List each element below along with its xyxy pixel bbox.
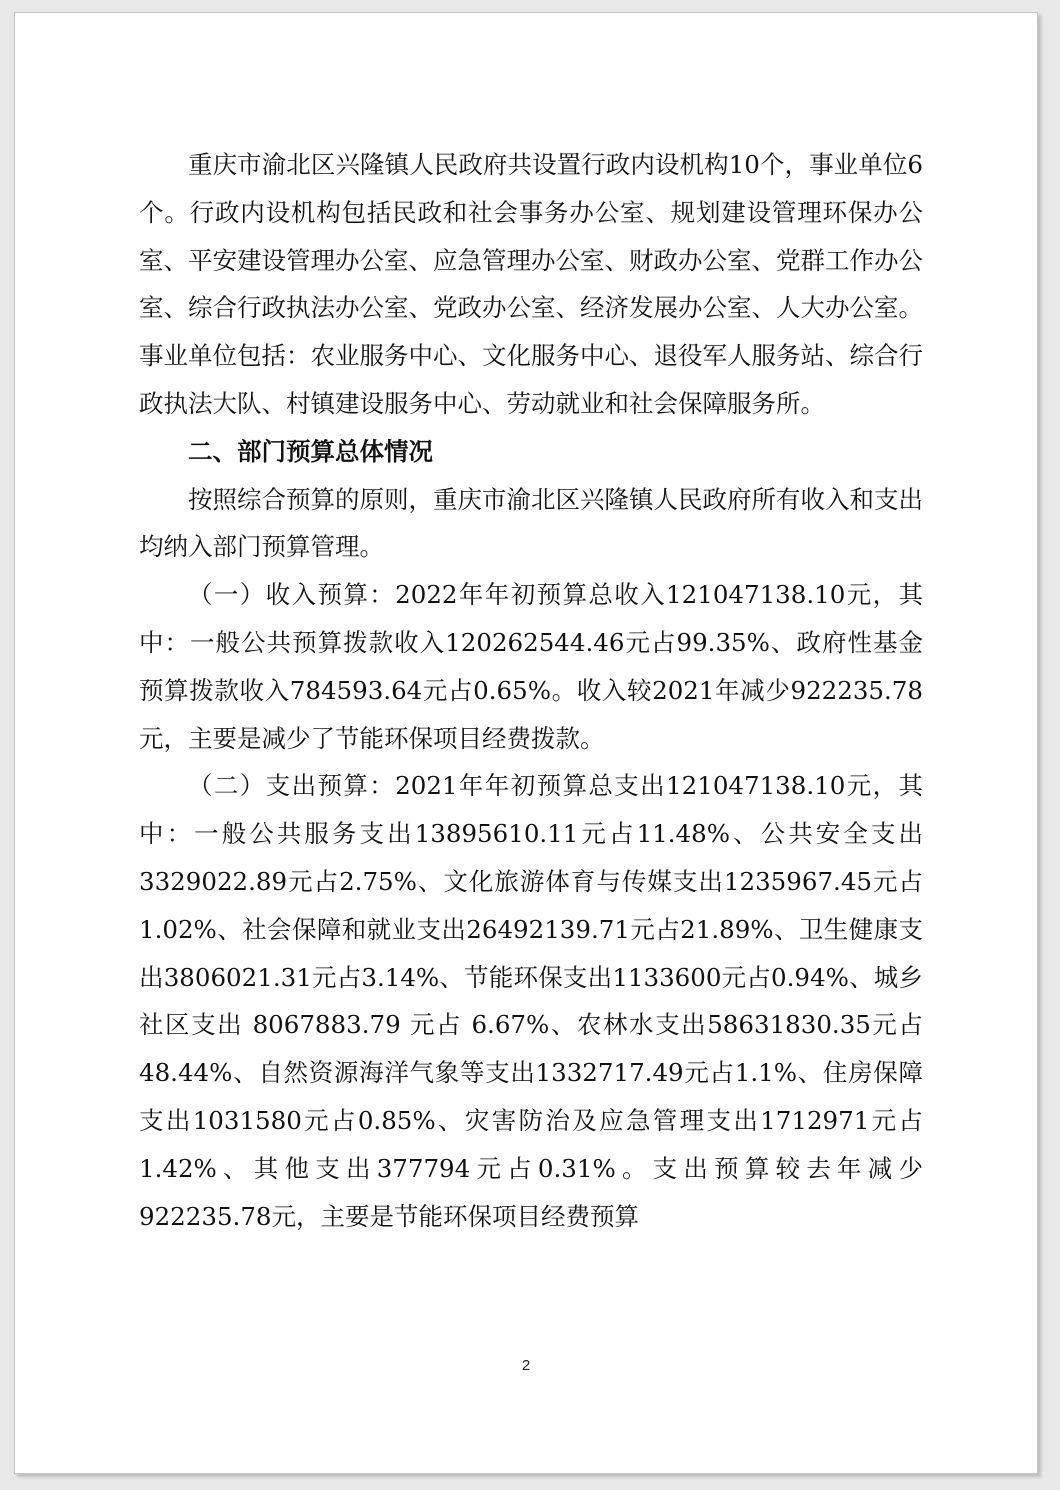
paragraph-budget-principle: 按照综合预算的原则，重庆市渝北区兴隆镇人民政府所有收入和支出均纳入部门预算管理。 xyxy=(139,484,923,562)
paragraph-expenditure-budget: （二）支出预算：2021年年初预算总支出121047138.10元，其中：一般公共服务支出13895610.11元占11.48%、公共安全支出3329022.89元占2.75%、文化旅游体育与传媒支出1235967.45元占1.02%、社会保障和就业支出26492139.71元占21.89%、卫生健康支出3806021.31元占3.14%、节能环保支出1133600元占0.94%、城乡社区支出 8067883.79 元占 6.67%、农林水支出58631830.35元占48.44%、自然资源海洋气象等支出1332717.49元占1.1%、住房保障支出1031580元占0.85%、灾害防治及应急管理支出1712971元占1.42%、其他支出377794元占0.31%。支出预算较去年减少922235.78元，主要是节能环保项目经费预算 xyxy=(139,771,923,1231)
paragraph-org-structure: 重庆市渝北区兴隆镇人民政府共设置行政内设机构10个，事业单位6个。行政内设机构包括民政和社会事务办公室、规划建设管理环保办公室、平安建设管理办公室、应急管理办公室、财政办公室、党群工作办公室、综合行政执法办公室、党政办公室、经济发展办公室、人大办公室。事业单位包括：农业服务中心、文化服务中心、退役军人服务站、综合行政执法大队、村镇建设服务中心、劳动就业和社会保障服务所。 xyxy=(139,150,923,418)
section-heading-budget-overview: 二、部门预算总体情况 xyxy=(188,436,433,466)
document-page xyxy=(14,12,1038,1474)
paragraph-income-budget: （一）收入预算：2022年年初预算总收入121047138.10元，其中：一般公共预算拨款收入120262544.46元占99.35%、政府性基金预算拨款收入784593.64元占0.65%。收入较2021年减少922235.78元，主要是减少了节能环保项目经费拨款。 xyxy=(139,580,923,753)
document-body xyxy=(139,141,923,1240)
page-number: 2 xyxy=(521,1357,531,1374)
